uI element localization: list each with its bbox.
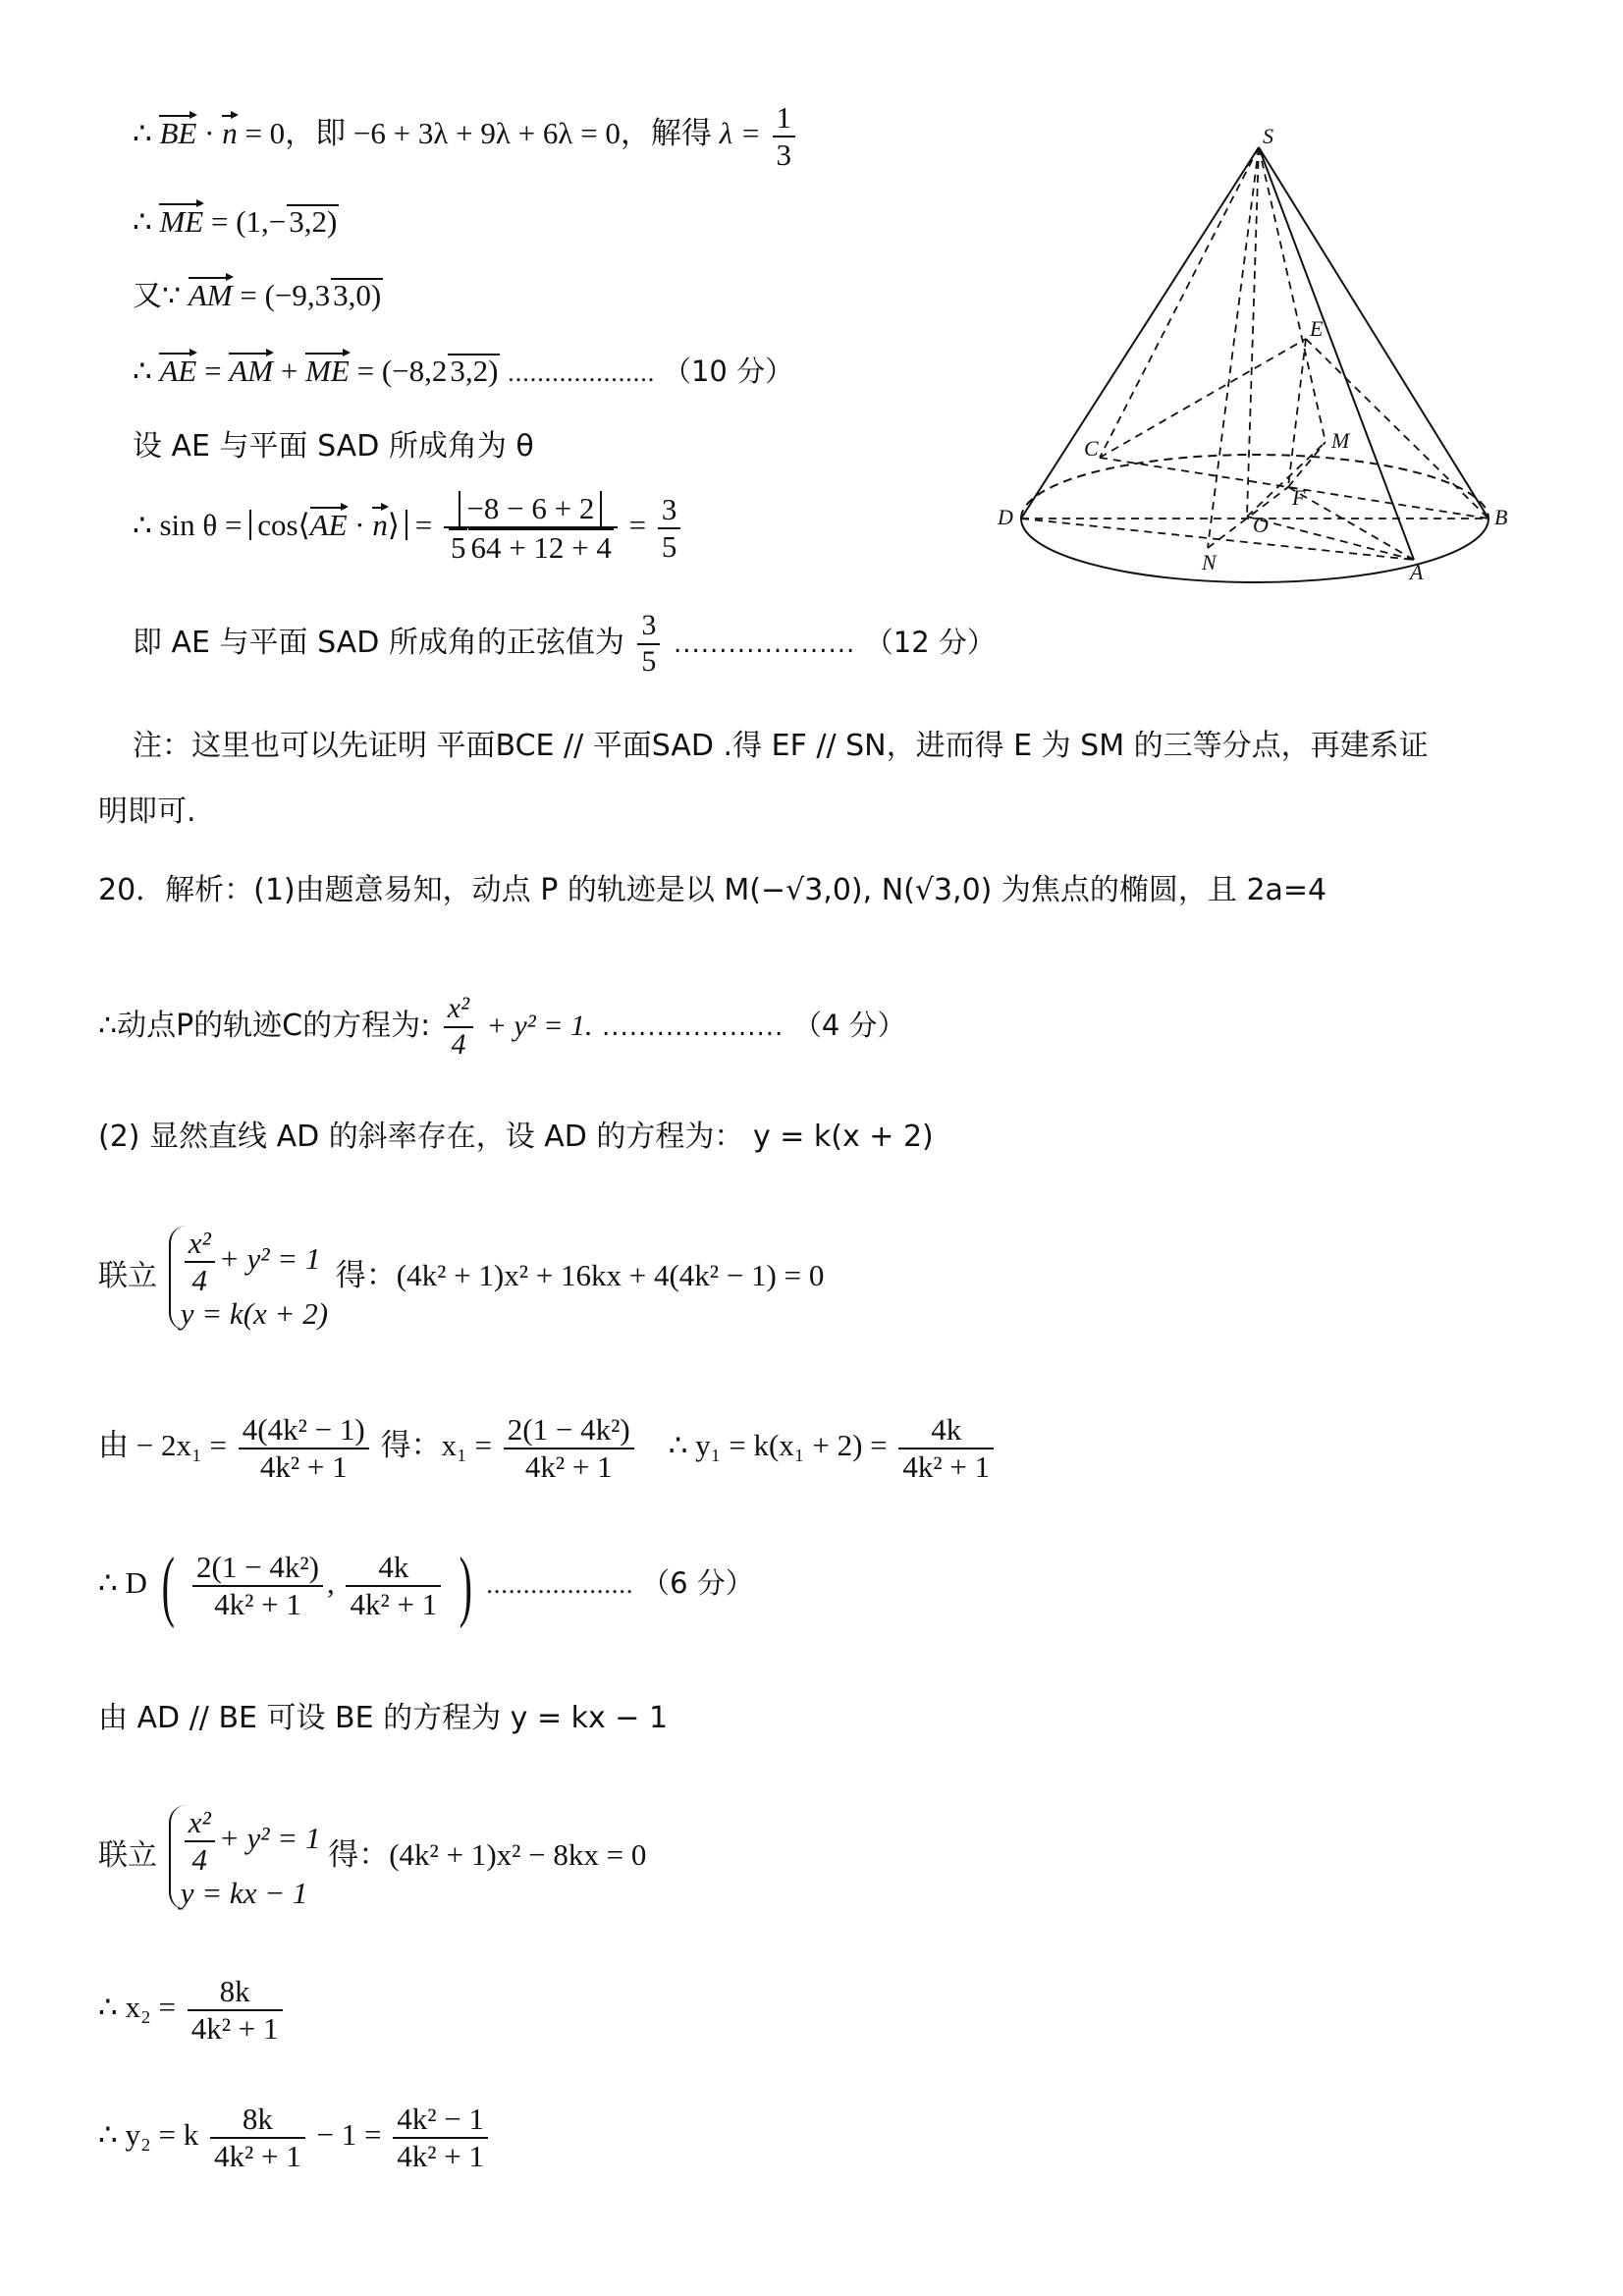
line-y2: ∴ y₂ = k $\frac{8k}{\text{4k² + 1}}$ − 1 = $\frac{\text{4k² − 1}}{\text{4k² + 1}}$ [98, 2102, 492, 2173]
label-n: N [1202, 550, 1217, 574]
line-ad-equation: (2) 显然直线 AD 的斜率存在，设 AD 的方程为： y = k(x + 2) [98, 1120, 934, 1154]
vector-am: AM [188, 278, 233, 312]
label-e: E [1310, 316, 1324, 341]
label-s: S [1263, 124, 1273, 148]
score-12: （12 分） [864, 626, 996, 659]
note-line-2: 明即可. [98, 794, 196, 829]
line-sine-value: 即 AE 与平面 SAD 所成角的正弦值为 $\frac{3}{5}$ .................... （12 分） [133, 609, 996, 678]
system-1: 联立 $\frac{\text{x²}}{4}$ + y² = 1 y = k(x + 2) 得：(4k² + 1)x² + 16kx + 4(4k² − 1) = 0 [98, 1226, 825, 1332]
vector-me: ME [159, 204, 204, 239]
vector-be: BE [159, 115, 197, 150]
problem-20-intro: 20．解析：(1)由题意易知，动点 P 的轨迹是以 M(−√3,0), N(√3,0) 为焦点的椭圆，且 2a=4 [98, 873, 1327, 907]
line-ae: ∴ AE = AM + ME = (−8,23,2) .................... （10 分） [133, 354, 794, 388]
label-m: M [1331, 428, 1350, 453]
label-b: B [1494, 505, 1508, 529]
label-o: O [1253, 513, 1269, 537]
line-me: ∴ ME = (1,−3,2) [133, 204, 338, 239]
note-line-1: 注：这里也可以先证明 平面BCE // 平面SAD .得 EF // SN，进而得 E 为 SM 的三等分点，再建系证 [133, 729, 1429, 763]
cone-figure [982, 118, 1532, 599]
line-x1-y1: 由 − 2x₁ = $\frac{\text{4(4k² − 1)}}{\text{4k² + 1}}$ 得：x₁ = $\frac{\text{2(1 − 4k²)}}{\text{4k² + 1}}$ ∴ y₁ = k(x₁ + 2) = $\frac{4k}{\text{4k² + 1}}$ [98, 1412, 998, 1484]
line-be-dot-n: ∴ BE · n = 0，即 −6 + 3λ + 9λ + 6λ = 0，解得 λ = $\frac{1}{3}$ [133, 100, 799, 172]
score-6: （6 分） [641, 1565, 754, 1600]
base-ellipse-back [1021, 455, 1488, 519]
line-trajectory-eq: ∴动点P的轨迹C的方程为: $\frac{\text{x²}}{4}$ + y² = 1. .................... （4 分） [98, 992, 906, 1061]
label-c: C [1084, 436, 1099, 461]
line-x2: ∴ x₂ = $\frac{8k}{\text{4k² + 1}}$ [98, 1974, 287, 2046]
vector-n: n [222, 115, 238, 150]
label-f: F [1292, 485, 1306, 510]
line-point-d: ∴ D ( $\frac{\text{2(1 − 4k²)}}{\text{4k² + 1}}$ , $\frac{4k}{\text{4k² + 1}}$ ) .................... （6 分） [98, 1542, 754, 1629]
score-4: （4 分） [792, 1009, 906, 1042]
label-d: D [998, 505, 1013, 529]
line-angle-def: 设 AE 与平面 SAD 所成角为 θ [133, 429, 534, 464]
line-sin-theta: ∴ sin θ = cos⟨AE · n⟩ = $\frac{-8 - 6 + 2}{5 64 + 12 + 4}$ = $\frac{3}{5}$ [133, 491, 684, 565]
brace-system-1: $\frac{\text{x²}}{4}$ + y² = 1 y = k(x + 2) [169, 1226, 328, 1331]
fraction-one-third: $\frac{1}{3}$ [773, 100, 796, 172]
line-be-equation: 由 AD // BE 可设 BE 的方程为 y = kx − 1 [98, 1701, 669, 1735]
brace-system-2: $\frac{\text{x²}}{4}$ + y² = 1 y = kx − 1 [169, 1805, 321, 1910]
label-a: A [1410, 560, 1424, 584]
system-2: 联立 $\frac{\text{x²}}{4}$ + y² = 1 y = kx − 1 得：(4k² + 1)x² − 8kx = 0 [98, 1805, 647, 1911]
score-10: （10 分） [662, 355, 794, 388]
line-am: 又∵ AM = (−9,33,0) [133, 278, 382, 313]
